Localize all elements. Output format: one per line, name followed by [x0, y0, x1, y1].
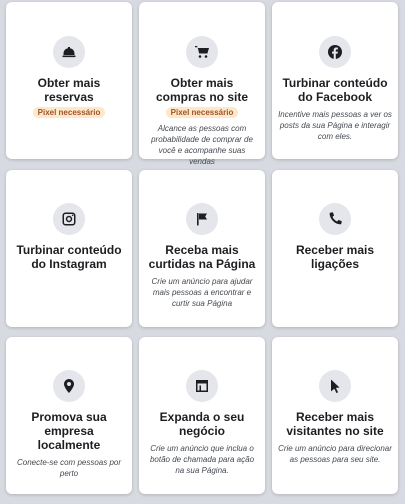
- card-description: Conecte-se com pessoas por perto: [16, 458, 122, 478]
- card-phone-calls[interactable]: [272, 170, 398, 327]
- card-website-purchases[interactable]: [139, 2, 265, 166]
- card-title: Turbinar conteúdo do Facebook: [282, 76, 388, 104]
- card-grow-business[interactable]: [139, 337, 265, 494]
- card-title: Turbinar conteúdo do Instagram: [16, 243, 122, 271]
- card-description: Crie um anúncio para direcionar as pessoas para seu site.: [278, 444, 392, 464]
- card-description: Alcance as pessoas com probabilidade de comprar de você e acompanhe suas vendas: [151, 124, 253, 166]
- card-description: Crie um anúncio que inclua o botão de chamada para ação na sua Página.: [149, 444, 255, 475]
- storefront-icon: [186, 370, 218, 402]
- location-pin-icon: [53, 370, 85, 402]
- phone-icon: [319, 203, 351, 235]
- card-description: Incentive mais pessoas a ver os posts da sua Página e interagir com eles.: [278, 110, 392, 141]
- card-title: Receber mais visitantes no site: [286, 410, 384, 438]
- card-reservations[interactable]: [6, 2, 132, 159]
- card-title: Promova sua empresa localmente: [31, 410, 107, 452]
- flag-icon: [186, 203, 218, 235]
- card-title: Obter mais reservas: [37, 76, 101, 104]
- card-website-visitors[interactable]: [272, 337, 398, 494]
- card-description: Crie um anúncio para ajudar mais pessoas a encontrar e curtir sua Página: [151, 277, 253, 308]
- card-title: Expanda o seu negócio: [159, 410, 245, 438]
- facebook-icon: [319, 36, 351, 68]
- cursor-icon: [319, 370, 351, 402]
- card-page-likes[interactable]: [139, 170, 265, 327]
- pixel-required-badge: Pixel necessário: [33, 107, 106, 118]
- card-boost-facebook[interactable]: [272, 2, 398, 159]
- instagram-icon: [53, 203, 85, 235]
- card-title: Receber mais ligações: [295, 243, 375, 271]
- pixel-required-badge: Pixel necessário: [166, 107, 239, 118]
- bell-icon: [53, 36, 85, 68]
- card-boost-instagram[interactable]: [6, 170, 132, 327]
- card-promote-locally[interactable]: [6, 337, 132, 494]
- card-title: Receba mais curtidas na Página: [148, 243, 256, 271]
- cart-icon: [186, 36, 218, 68]
- card-title: Obter mais compras no site: [155, 76, 249, 104]
